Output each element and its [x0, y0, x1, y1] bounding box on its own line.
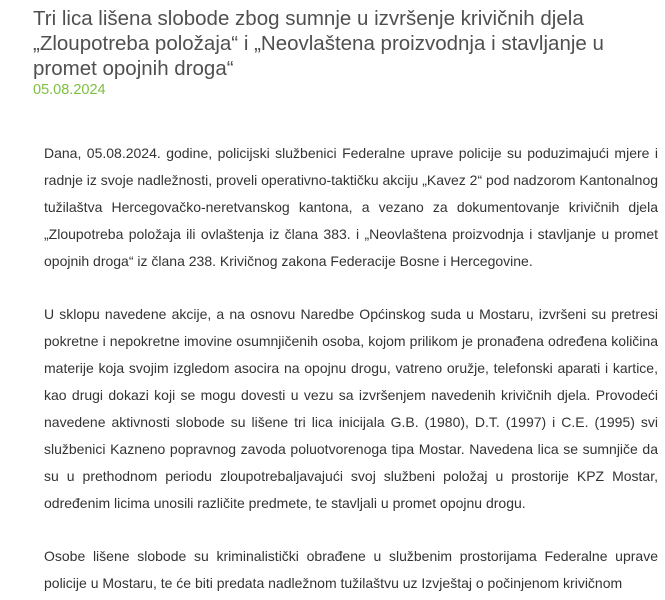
article-title: Tri lica lišena slobode zbog sumnje u izvršenje krivičnih djela „Zloupotreba položaja“ i „Neovlaštena proizvodnja i stavljanje u promet opojnih droga“ [33, 7, 604, 80]
article-paragraph-1: Dana, 05.08.2024. godine, policijski službenici Federalne uprave policije su poduzimajući mjere i radnje iz svoje nadležnosti, proveli operativno-taktičku akciju „Kavez 2“ pod nadzorom Kantonalnog tužilaštva Hercegovačko-neretvanskog kantona, a vezano za dokumentovanje krivičnih djela „Zloupotreba položaja ili ovlaštenja iz člana 383. i „Neovlaštena proizvodnja i stavljanje u promet opojnih droga“ iz člana 238. Krivičnog zakona Federacije Bosne i Hercegovine. [44, 145, 659, 269]
article-date: 05.08.2024 [33, 82, 106, 98]
article-paragraph-2: U sklopu navedene akcije, a na osnovu Naredbe Općinskog suda u Mostaru, izvršeni su pretresi pokretne i nepokretne imovine osumnjičenih osoba, kojom prilikom je pronađena određena količina materije koja svojim izgledom asocira na opojnu drogu, vatreno oružje, telefonski aparati i kartice, kao drugi dokazi koji se mogu dovesti u vezu sa izvršenjem navedenih krivičnih djela. Provodeći navedene aktivnosti slobode su lišene tri lica inicijala G.B. (1980), D.T. (1997) i C.E. (1995) svi službenici Kazneno popravnog zavoda poluotvorenoga tipa Mostar. Navedena lica se sumnjiče da su u prethodnom periodu zloupotrebaljavajući svoj službeni položaj u prostorije KPZ Mostar, određenim licima unosili različite predmete, te stavljali u promet opojnu drogu. [44, 306, 658, 511]
article-body [44, 140, 658, 600]
article-paragraph-3: Osobe lišene slobode su kriminalistički obrađene u službenim prostorijama Federalne uprave policije u Mostaru, te će biti predata nadležnom tužilaštvu uz Izvještaj o počinjenom krivičnom [44, 548, 658, 591]
